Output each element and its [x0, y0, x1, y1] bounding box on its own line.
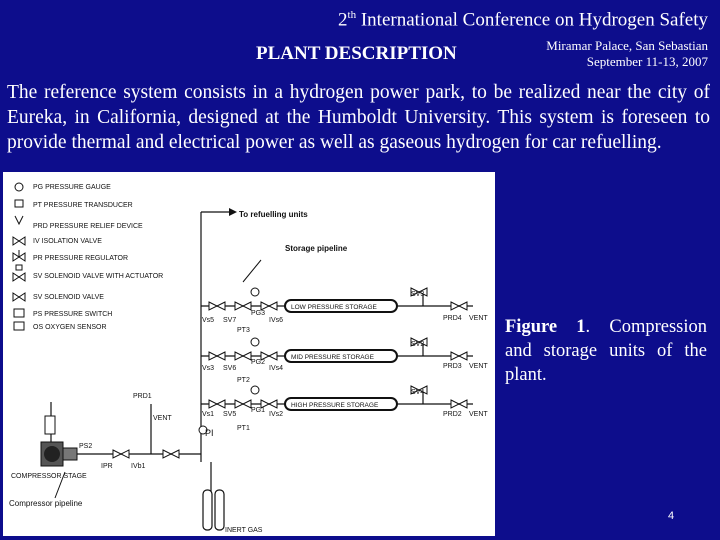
svg-text:PR PRESSURE REGULATOR: PR PRESSURE REGULATOR: [33, 255, 129, 262]
diagram-legend: [13, 183, 163, 331]
svg-text:PT3: PT3: [237, 327, 250, 334]
svg-text:Storage pipeline: Storage pipeline: [285, 244, 348, 253]
storage-tanks: [285, 300, 397, 410]
svg-text:PG3: PG3: [251, 310, 266, 317]
svg-text:INERT GAS: INERT GAS: [225, 527, 263, 534]
svg-text:IVs1: IVs1: [200, 411, 215, 418]
valves: [113, 288, 467, 458]
legend-item: [14, 309, 112, 318]
svg-text:PRD4: PRD4: [443, 315, 462, 322]
svg-text:PT2: PT2: [237, 377, 250, 384]
svg-text:To refuelling units: To refuelling units: [239, 210, 308, 219]
svg-text:SV2: SV2: [411, 341, 425, 348]
intro-paragraph: The reference system consists in a hydrogen power park, to be realized near the city of Eureka, in California, designed at the Humboldt University. This system is foreseen to provide thermal and electrical power as well as gaseous hydrogen for car refuelling.: [7, 82, 710, 153]
svg-text:PT1: PT1: [237, 425, 250, 432]
svg-text:IV ISOLATION VALVE: IV ISOLATION VALVE: [33, 238, 102, 245]
svg-text:HIGH PRESSURE STORAGE: HIGH PRESSURE STORAGE: [291, 402, 379, 409]
svg-text:VENT: VENT: [153, 415, 172, 422]
compressor: [41, 416, 77, 466]
figure-caption-text: . Compression and storage units of the plant.: [505, 317, 707, 385]
svg-text:VENT: VENT: [469, 363, 488, 370]
legend-item: [13, 250, 128, 262]
svg-text:VENT: VENT: [469, 315, 488, 322]
legend-item: [13, 237, 102, 245]
legend-item: [13, 265, 163, 281]
venue-block: [546, 38, 708, 70]
svg-text:LOW PRESSURE STORAGE: LOW PRESSURE STORAGE: [291, 304, 377, 311]
inert-gas-cylinders: [203, 490, 224, 530]
svg-text:SV SOLENOID VALVE: SV SOLENOID VALVE: [33, 294, 104, 301]
legend-item: [15, 183, 111, 191]
svg-text:PRD3: PRD3: [443, 363, 462, 370]
svg-text:SV SOLENOID VALVE WITH ACTUATO: SV SOLENOID VALVE WITH ACTUATOR: [33, 273, 164, 280]
legend-item: [14, 322, 107, 331]
legend-item: [15, 216, 143, 230]
svg-text:IVs6: IVs6: [269, 317, 284, 324]
legend-item: [15, 200, 133, 209]
svg-text:SV4: SV4: [411, 389, 425, 396]
venue-name: Miramar Palace, San Sebastian: [546, 38, 708, 53]
svg-text:PRD2: PRD2: [443, 411, 462, 418]
svg-text:COMPRESSOR STAGE: COMPRESSOR STAGE: [11, 473, 87, 480]
svg-text:OS OXYGEN SENSOR: OS OXYGEN SENSOR: [33, 324, 107, 331]
svg-text:SV3: SV3: [411, 291, 425, 298]
svg-text:IVs5: IVs5: [200, 317, 215, 324]
legend-item: [13, 293, 104, 301]
plant-diagram: [3, 172, 495, 536]
svg-text:VENT: VENT: [469, 411, 488, 418]
svg-text:IVs4: IVs4: [269, 365, 284, 372]
svg-text:IPR: IPR: [101, 463, 113, 470]
svg-text:PG PRESSURE GAUGE: PG PRESSURE GAUGE: [33, 184, 111, 191]
svg-text:PI: PI: [205, 428, 214, 438]
svg-text:PS PRESSURE SWITCH: PS PRESSURE SWITCH: [33, 311, 113, 318]
svg-text:MID PRESSURE STORAGE: MID PRESSURE STORAGE: [291, 354, 374, 361]
svg-text:IVs3: IVs3: [200, 365, 215, 372]
svg-text:PRD1: PRD1: [133, 393, 152, 400]
figure-caption: [505, 315, 707, 387]
svg-text:SV5: SV5: [223, 411, 237, 418]
svg-text:PT PRESSURE TRANSDUCER: PT PRESSURE TRANSDUCER: [33, 202, 133, 209]
conference-title: 2th International Conference on Hydrogen Safety: [338, 9, 708, 31]
svg-text:PRD PRESSURE RELIEF DEVICE: PRD PRESSURE RELIEF DEVICE: [33, 223, 143, 230]
page-number: 4: [668, 510, 675, 522]
svg-text:IVb1: IVb1: [131, 463, 146, 470]
svg-text:PG1: PG1: [251, 407, 266, 414]
svg-text:PS2: PS2: [79, 443, 93, 450]
svg-text:PG2: PG2: [251, 359, 266, 366]
refuelling-arrow: [229, 208, 237, 216]
section-title: PLANT DESCRIPTION: [256, 43, 457, 64]
svg-text:Compressor pipeline: Compressor pipeline: [9, 499, 83, 508]
svg-text:SV7: SV7: [223, 317, 237, 324]
conference-dates: September 11-13, 2007: [586, 54, 708, 69]
svg-text:SV6: SV6: [223, 365, 237, 372]
figure-caption-label: Figure 1: [505, 317, 586, 337]
svg-text:IVs2: IVs2: [269, 411, 284, 418]
